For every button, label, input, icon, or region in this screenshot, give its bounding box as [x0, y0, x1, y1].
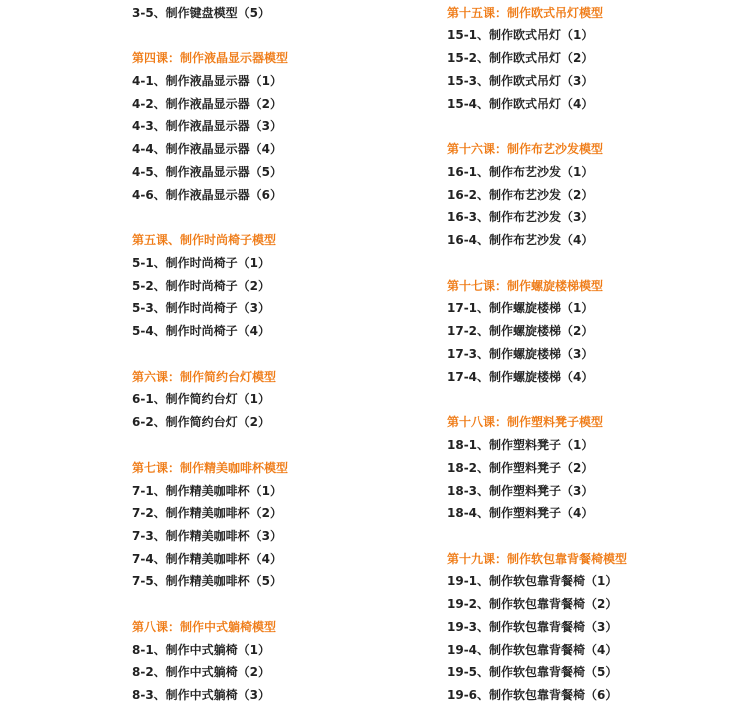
lesson-heading: 第六课：制作简约台灯模型 — [132, 370, 277, 384]
lesson-item: 16-1、制作布艺沙发（1） — [447, 165, 594, 179]
lesson-item: 4-5、制作液晶显示器（5） — [132, 165, 283, 179]
lesson-item: 18-2、制作塑料凳子（2） — [447, 461, 594, 475]
lesson-heading: 第十九课：制作软包靠背餐椅模型 — [447, 552, 628, 566]
lesson-item: 18-4、制作塑料凳子（4） — [447, 506, 594, 520]
lesson-item: 17-2、制作螺旋楼梯（2） — [447, 324, 594, 338]
lesson-item: 7-1、制作精美咖啡杯（1） — [132, 484, 283, 498]
lesson-item: 16-3、制作布艺沙发（3） — [447, 210, 594, 224]
lesson-item: 15-1、制作欧式吊灯（1） — [447, 28, 594, 42]
lesson-heading: 第十七课：制作螺旋楼梯模型 — [447, 279, 604, 293]
lesson-item: 18-3、制作塑料凳子（3） — [447, 484, 594, 498]
lesson-item: 5-1、制作时尚椅子（1） — [132, 256, 271, 270]
lesson-item: 5-3、制作时尚椅子（3） — [132, 301, 271, 315]
lesson-heading: 第七课：制作精美咖啡杯模型 — [132, 461, 289, 475]
lesson-item: 16-4、制作布艺沙发（4） — [447, 233, 594, 247]
lesson-item: 15-4、制作欧式吊灯（4） — [447, 97, 594, 111]
lesson-item: 17-4、制作螺旋楼梯（4） — [447, 370, 594, 384]
lesson-item: 19-5、制作软包靠背餐椅（5） — [447, 665, 618, 679]
lesson-item: 17-1、制作螺旋楼梯（1） — [447, 301, 594, 315]
lesson-item: 4-3、制作液晶显示器（3） — [132, 119, 283, 133]
lesson-item: 19-3、制作软包靠背餐椅（3） — [447, 620, 618, 634]
lesson-item: 8-1、制作中式躺椅（1） — [132, 643, 271, 657]
lesson-item: 7-3、制作精美咖啡杯（3） — [132, 529, 283, 543]
lesson-item: 6-1、制作简约台灯（1） — [132, 392, 271, 406]
lesson-item: 7-2、制作精美咖啡杯（2） — [132, 506, 283, 520]
lesson-item: 15-3、制作欧式吊灯（3） — [447, 74, 594, 88]
lesson-item: 7-5、制作精美咖啡杯（5） — [132, 574, 283, 588]
lesson-item: 4-2、制作液晶显示器（2） — [132, 97, 283, 111]
lesson-item: 19-6、制作软包靠背餐椅（6） — [447, 688, 618, 702]
lesson-heading: 第八课：制作中式躺椅模型 — [132, 620, 277, 634]
lesson-item: 5-2、制作时尚椅子（2） — [132, 279, 271, 293]
lesson-item: 19-4、制作软包靠背餐椅（4） — [447, 643, 618, 657]
lesson-item: 16-2、制作布艺沙发（2） — [447, 188, 594, 202]
lesson-item: 8-2、制作中式躺椅（2） — [132, 665, 271, 679]
lesson-item: 15-2、制作欧式吊灯（2） — [447, 51, 594, 65]
lesson-heading: 第十五课：制作欧式吊灯模型 — [447, 6, 604, 20]
lesson-heading: 第十八课：制作塑料凳子模型 — [447, 415, 604, 429]
lesson-item: 5-4、制作时尚椅子（4） — [132, 324, 271, 338]
lesson-item: 7-4、制作精美咖啡杯（4） — [132, 552, 283, 566]
lesson-item: 19-1、制作软包靠背餐椅（1） — [447, 574, 618, 588]
lesson-heading: 第十六课：制作布艺沙发模型 — [447, 142, 604, 156]
lesson-item: 4-6、制作液晶显示器（6） — [132, 188, 283, 202]
lesson-item: 8-3、制作中式躺椅（3） — [132, 688, 271, 702]
lesson-heading: 第四课：制作液晶显示器模型 — [132, 51, 289, 65]
lesson-item: 18-1、制作塑料凳子（1） — [447, 438, 594, 452]
lesson-heading: 第五课、制作时尚椅子模型 — [132, 233, 277, 247]
lesson-item: 6-2、制作简约台灯（2） — [132, 415, 271, 429]
lesson-item: 4-4、制作液晶显示器（4） — [132, 142, 283, 156]
lesson-item: 17-3、制作螺旋楼梯（3） — [447, 347, 594, 361]
lesson-item: 4-1、制作液晶显示器（1） — [132, 74, 283, 88]
lesson-item: 19-2、制作软包靠背餐椅（2） — [447, 597, 618, 611]
lesson-item: 3-5、制作键盘模型（5） — [132, 6, 271, 20]
